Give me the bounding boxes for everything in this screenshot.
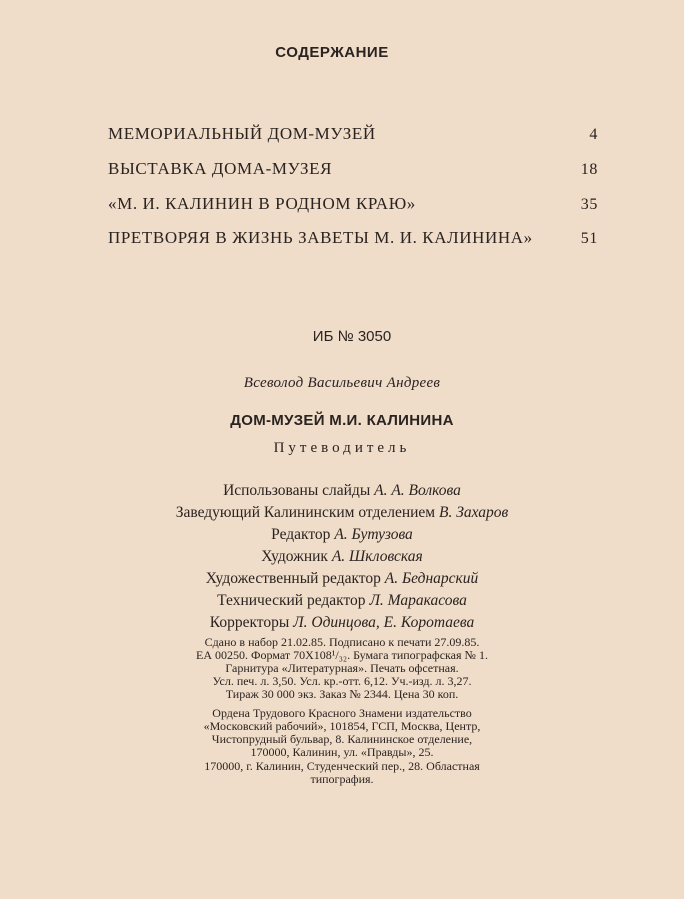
printer-info [0,760,684,786]
credit-line [0,524,684,546]
toc-entry-page: 51 [580,230,598,247]
print-details-line: Усл. печ. л. 3,50. Усл. кр.-отт. 6,12. Уч.-изд. л. 3,27. [212,674,472,688]
credit-line [0,480,684,502]
credit-role: Корректоры [209,614,290,631]
credit-role: Использованы слайды [223,482,371,499]
book-subtitle: Путеводитель [273,440,411,456]
toc-entry [108,124,598,144]
ib-number: ИБ № 3050 [312,328,392,345]
credit-line [0,568,684,590]
toc-entry [108,228,598,248]
credit-person: Л. Маракасова [369,592,467,609]
toc-entry-page: 18 [580,161,598,178]
credit-line [0,502,684,524]
toc-entry-label: ПРЕТВОРЯЯ В ЖИЗНЬ ЗАВЕТЫ М. И. КАЛИНИНА» [108,228,533,247]
print-details-line: Сдано в набор 21.02.85. Подписано к печати 27.09.85. [204,635,480,649]
toc-entry-page: 4 [589,126,598,143]
print-details [0,636,684,701]
printer-line: типография. [310,772,374,786]
publisher-info [0,707,684,759]
print-details-line: Тираж 30 000 экз. Заказ № 2344. Цена 30 коп. [225,687,459,701]
credit-role: Художник [261,548,328,565]
credit-person: В. Захаров [438,504,509,521]
publisher-line: 170000, Калинин, ул. «Правды», 25. [250,745,434,759]
credit-person: А. Беднарский [384,570,479,587]
credit-role: Редактор [271,526,331,543]
publisher-line: Чистопрудный бульвар, 8. Калининское отделение, [211,732,473,746]
credit-role: Художественный редактор [205,570,381,587]
credit-line [0,546,684,568]
credit-role: Технический редактор [217,592,366,609]
credit-role: Заведующий Калининским отделением [175,504,436,521]
credits-list [0,480,684,634]
book-title: ДОМ-МУЗЕЙ М.И. КАЛИНИНА [230,412,454,429]
print-details-line: ЕА 00250. Формат 70Х108¹/₃₂. Бумага типографская № 1. [196,648,488,662]
toc-entry-label: «М. И. КАЛИНИН В РОДНОМ КРАЮ» [108,194,416,213]
credit-line [0,590,684,612]
credit-person: А. Шкловская [331,548,423,565]
publisher-line: «Московский рабочий», 101854, ГСП, Москва, Центр, [203,719,481,733]
toc-entry-label: МЕМОРИАЛЬНЫЙ ДОМ-МУЗЕЙ [108,124,376,143]
credit-person: А. А. Волкова [374,482,461,499]
print-details-line: Гарнитура «Литературная». Печать офсетная. [225,661,459,675]
publisher-line: Ордена Трудового Красного Знамени издательство [212,706,472,720]
toc-entry [108,159,598,179]
printer-line: 170000, г. Калинин, Студенческий пер., 28. Областная [204,759,480,773]
credit-person: А. Бутузова [334,526,413,543]
toc-title: СОДЕРЖАНИЕ [275,44,389,61]
toc-entry-page: 35 [580,196,598,213]
toc-entry [108,194,598,214]
author-name: Всеволод Васильевич Андреев [243,375,441,391]
credit-line [0,612,684,634]
toc-entry-label: ВЫСТАВКА ДОМА-МУЗЕЯ [108,159,333,178]
credit-person: Л. Одинцова, Е. Коротаева [293,614,475,631]
